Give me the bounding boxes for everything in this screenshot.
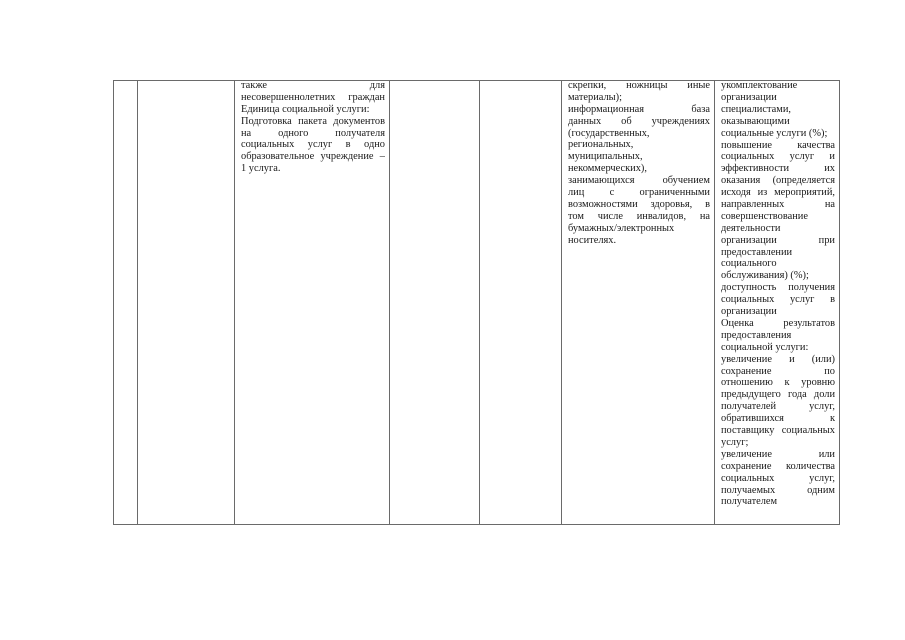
text-line: муниципальных, xyxy=(568,151,643,163)
text-line: сохранение по xyxy=(721,365,835,377)
text-line: социальных услуг в одно xyxy=(241,139,385,151)
cell-conditions xyxy=(562,81,715,525)
text-line: деятельности xyxy=(721,222,781,234)
text-line: скрепки, ножницы иные xyxy=(568,80,710,91)
text-line: получаемых одним xyxy=(721,484,835,496)
text-line: Единица социальной услуги: xyxy=(241,103,370,115)
text-line: доступность получения xyxy=(721,282,835,294)
text-line: укомплектование xyxy=(721,80,798,91)
text-line: занимающихся обучением xyxy=(568,175,710,187)
text-line: социального xyxy=(721,258,777,270)
text-line: получателей услуг, xyxy=(721,401,835,413)
text-line: увеличение или xyxy=(721,448,835,460)
text-line: социальных услуг, xyxy=(721,472,835,484)
text-line: социальной услуги: xyxy=(721,341,809,353)
text-line: предыдущего года доли xyxy=(721,389,835,401)
text-line: эффективности их xyxy=(721,163,835,175)
text-line: Оценка результатов xyxy=(721,317,835,329)
text-line: бумажных/электронных xyxy=(568,222,675,234)
text-line: увеличение и (или) xyxy=(721,353,835,365)
cell-quality-indicators xyxy=(715,81,840,525)
text-line: организации xyxy=(721,306,777,318)
cell-norms xyxy=(390,81,480,525)
quality-indicators-text xyxy=(715,80,839,508)
text-line: региональных, xyxy=(568,139,634,151)
text-line: информационная база xyxy=(568,103,710,115)
text-line: оказывающими xyxy=(721,115,790,127)
text-line: образовательное учреждение – xyxy=(241,151,385,163)
text-line: совершенствование xyxy=(721,210,808,222)
text-line: оказания (определяется xyxy=(721,175,835,187)
text-line: услуг; xyxy=(721,436,749,448)
text-line: обратившихся к xyxy=(721,413,835,425)
conditions-text xyxy=(562,80,714,247)
cell-deadline xyxy=(480,81,562,525)
text-line: данных об учреждениях xyxy=(568,115,710,127)
text-line: социальных услуг и xyxy=(721,151,835,163)
text-line: социальных услуг в xyxy=(721,294,835,306)
table-row xyxy=(114,81,840,525)
text-line: также для xyxy=(241,80,385,91)
text-line: обслуживания) (%); xyxy=(721,270,809,282)
text-line: предоставлении xyxy=(721,246,793,258)
text-line: материалы); xyxy=(568,91,622,103)
text-line: (государственных, xyxy=(568,127,650,139)
text-line: на одного получателя xyxy=(241,127,385,139)
text-line: Подготовка пакета документов xyxy=(241,115,385,127)
text-line: 1 услуга. xyxy=(241,163,281,175)
cell-number xyxy=(114,81,138,525)
services-table xyxy=(113,80,840,525)
text-line: получателем xyxy=(721,496,778,508)
text-line: специалистами, xyxy=(721,103,791,115)
text-line: направленных на xyxy=(721,198,835,210)
text-line: повышение качества xyxy=(721,139,835,151)
cell-service-description xyxy=(235,81,390,525)
service-description-text xyxy=(235,80,389,175)
text-line: социальные услуги (%); xyxy=(721,127,828,139)
text-line: некоммерческих), xyxy=(568,163,647,175)
text-line: организации xyxy=(721,91,777,103)
text-line: поставщику социальных xyxy=(721,425,835,437)
text-line: отношению к уровню xyxy=(721,377,835,389)
text-line: организации при xyxy=(721,234,835,246)
text-line: предоставления xyxy=(721,329,792,341)
text-line: исходя из мероприятий, xyxy=(721,187,835,199)
cell-service-name xyxy=(138,81,235,525)
text-line: сохранение количества xyxy=(721,460,835,472)
text-line: несовершеннолетних граждан xyxy=(241,91,385,103)
text-line: возможностями здоровья, в xyxy=(568,198,710,210)
text-line: том числе инвалидов, на xyxy=(568,210,710,222)
text-line: лиц с ограниченными xyxy=(568,187,710,199)
text-line: носителях. xyxy=(568,234,617,246)
